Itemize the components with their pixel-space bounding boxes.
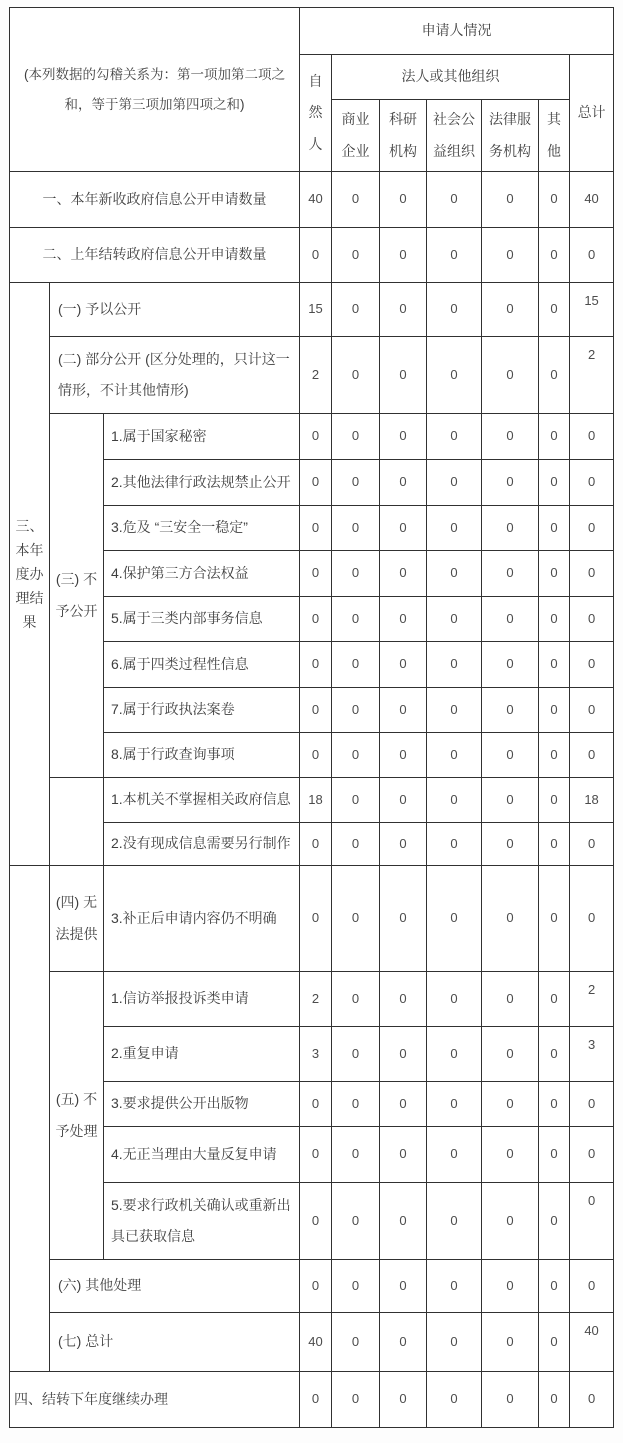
- value-cell: 0: [332, 733, 380, 778]
- natural-person-header-cell: 自然人: [300, 55, 332, 172]
- value-cell: 0: [300, 1260, 332, 1313]
- value-cell: 0: [380, 172, 427, 228]
- value-cell: 0: [427, 506, 482, 551]
- value-cell: 0: [332, 1313, 380, 1372]
- value-cell: 0: [539, 1082, 570, 1127]
- value-cell: 40: [300, 1313, 332, 1372]
- value-cell: 0: [380, 642, 427, 688]
- value-cell: 0: [332, 1183, 380, 1260]
- value-cell: 3: [570, 1027, 614, 1082]
- value-cell: 0: [427, 972, 482, 1027]
- value-cell: 0: [332, 551, 380, 597]
- value-cell: 2: [300, 337, 332, 414]
- row-label-cell: 4.无正当理由大量反复申请: [104, 1127, 300, 1183]
- value-cell: 0: [332, 1127, 380, 1183]
- row-label-cell: 5.属于三类内部事务信息: [104, 597, 300, 642]
- org-col-header-cell: 法律服务机构: [482, 100, 539, 172]
- value-cell: 0: [539, 642, 570, 688]
- value-cell: 0: [482, 688, 539, 733]
- value-cell: 0: [539, 1027, 570, 1082]
- value-cell: 0: [332, 972, 380, 1027]
- value-cell: 0: [570, 414, 614, 460]
- value-cell: 0: [570, 1260, 614, 1313]
- value-cell: 0: [427, 172, 482, 228]
- table-row: [10, 778, 614, 823]
- value-cell: 0: [427, 283, 482, 337]
- value-cell: 0: [380, 1082, 427, 1127]
- value-cell: 0: [482, 172, 539, 228]
- value-cell: 0: [482, 506, 539, 551]
- table-row: [10, 172, 614, 228]
- value-cell: 0: [380, 823, 427, 866]
- value-cell: 0: [570, 551, 614, 597]
- table-row: [10, 228, 614, 283]
- value-cell: 0: [300, 642, 332, 688]
- value-cell: 0: [300, 823, 332, 866]
- value-cell: 0: [427, 688, 482, 733]
- value-cell: 0: [427, 460, 482, 506]
- value-cell: 0: [380, 1313, 427, 1372]
- value-cell: 0: [300, 866, 332, 972]
- value-cell: 18: [570, 778, 614, 823]
- value-cell: 0: [380, 1027, 427, 1082]
- table-row: [10, 337, 614, 414]
- row-label-cell: 四、结转下年度继续办理: [10, 1372, 300, 1428]
- value-cell: 0: [539, 866, 570, 972]
- value-cell: 0: [380, 1260, 427, 1313]
- value-cell: 0: [482, 1260, 539, 1313]
- value-cell: 0: [539, 551, 570, 597]
- org-group-header-cell: 法人或其他组织: [332, 55, 570, 100]
- value-cell: 0: [482, 551, 539, 597]
- value-cell: 0: [427, 778, 482, 823]
- value-cell: 0: [380, 283, 427, 337]
- value-cell: 0: [380, 506, 427, 551]
- value-cell: 0: [539, 283, 570, 337]
- value-cell: 0: [482, 1313, 539, 1372]
- value-cell: 0: [482, 1372, 539, 1428]
- report-table: [9, 7, 614, 1428]
- value-cell: 0: [380, 414, 427, 460]
- value-cell: 0: [427, 228, 482, 283]
- value-cell: 0: [539, 172, 570, 228]
- value-cell: 0: [380, 551, 427, 597]
- header-note-cell: (本列数据的勾稽关系为：第一项加第二项之和，等于第三项加第四项之和): [10, 8, 300, 172]
- value-cell: 0: [482, 823, 539, 866]
- value-cell: 0: [427, 1027, 482, 1082]
- table-row: [10, 866, 614, 972]
- value-cell: 0: [300, 460, 332, 506]
- row-label-cell: 1.本机关不掌握相关政府信息: [104, 778, 300, 823]
- value-cell: 0: [332, 337, 380, 414]
- value-cell: 0: [427, 866, 482, 972]
- value-cell: 0: [482, 228, 539, 283]
- value-cell: 0: [539, 597, 570, 642]
- value-cell: 0: [570, 506, 614, 551]
- value-cell: 0: [539, 688, 570, 733]
- table-row: [10, 414, 614, 460]
- row-label-cell: 3.危及 “三安全一稳定”: [104, 506, 300, 551]
- value-cell: 0: [570, 688, 614, 733]
- value-cell: 0: [539, 1372, 570, 1428]
- value-cell: 0: [380, 972, 427, 1027]
- value-cell: 0: [570, 1082, 614, 1127]
- group-label-cell: (三) 不予公开: [50, 414, 104, 778]
- value-cell: 0: [482, 337, 539, 414]
- value-cell: 0: [427, 414, 482, 460]
- value-cell: 0: [300, 1127, 332, 1183]
- value-cell: 0: [482, 778, 539, 823]
- value-cell: 0: [570, 642, 614, 688]
- row-label-cell: (二) 部分公开 (区分处理的，只计这一情形，不计其他情形): [50, 337, 300, 414]
- value-cell: 0: [380, 688, 427, 733]
- value-cell: 0: [332, 1260, 380, 1313]
- value-cell: 0: [380, 778, 427, 823]
- empty-section-cell: [10, 866, 50, 1372]
- value-cell: 0: [332, 597, 380, 642]
- value-cell: 0: [427, 551, 482, 597]
- row-label-cell: 二、上年结转政府信息公开申请数量: [10, 228, 300, 283]
- value-cell: 0: [332, 688, 380, 733]
- value-cell: 0: [300, 597, 332, 642]
- value-cell: 0: [539, 823, 570, 866]
- value-cell: 0: [427, 597, 482, 642]
- group-label-cell: (四) 无法提供: [50, 866, 104, 972]
- row-label-cell: 1.属于国家秘密: [104, 414, 300, 460]
- row-label-cell: 2.没有现成信息需要另行制作: [104, 823, 300, 866]
- value-cell: 3: [300, 1027, 332, 1082]
- value-cell: 0: [539, 1183, 570, 1260]
- value-cell: 0: [380, 1183, 427, 1260]
- value-cell: 15: [300, 283, 332, 337]
- value-cell: 0: [570, 460, 614, 506]
- value-cell: 0: [482, 460, 539, 506]
- org-col-header-cell: 科研机构: [380, 100, 427, 172]
- value-cell: 0: [332, 228, 380, 283]
- value-cell: 0: [539, 1313, 570, 1372]
- org-col-header-cell: 其他: [539, 100, 570, 172]
- total-header-cell: 总计: [570, 55, 614, 172]
- value-cell: 0: [300, 1082, 332, 1127]
- value-cell: 0: [332, 642, 380, 688]
- row-label-cell: 4.保护第三方合法权益: [104, 551, 300, 597]
- table-row: [10, 1372, 614, 1428]
- value-cell: 0: [539, 972, 570, 1027]
- value-cell: 0: [380, 733, 427, 778]
- value-cell: 0: [539, 1260, 570, 1313]
- value-cell: 0: [482, 283, 539, 337]
- row-label-cell: 3.补正后申请内容仍不明确: [104, 866, 300, 972]
- page: [0, 7, 623, 1443]
- value-cell: 0: [427, 1372, 482, 1428]
- org-col-header-cell: 商业企业: [332, 100, 380, 172]
- value-cell: 0: [300, 688, 332, 733]
- value-cell: 0: [482, 1082, 539, 1127]
- value-cell: 0: [332, 506, 380, 551]
- value-cell: 0: [300, 1372, 332, 1428]
- row-label-cell: 2.其他法律行政法规禁止公开: [104, 460, 300, 506]
- value-cell: 0: [332, 460, 380, 506]
- value-cell: 0: [427, 337, 482, 414]
- row-label-cell: 6.属于四类过程性信息: [104, 642, 300, 688]
- table-row: [10, 972, 614, 1027]
- value-cell: 0: [539, 414, 570, 460]
- value-cell: 0: [332, 283, 380, 337]
- value-cell: 0: [482, 1183, 539, 1260]
- row-label-cell: 2.重复申请: [104, 1027, 300, 1082]
- value-cell: 0: [570, 733, 614, 778]
- table-row: [10, 283, 614, 337]
- value-cell: 0: [300, 506, 332, 551]
- empty-cell: [50, 778, 104, 866]
- value-cell: 0: [539, 778, 570, 823]
- value-cell: 0: [380, 866, 427, 972]
- row-label-cell: 5.要求行政机关确认或重新出具已获取信息: [104, 1183, 300, 1260]
- value-cell: 0: [332, 172, 380, 228]
- value-cell: 40: [300, 172, 332, 228]
- row-label-cell: 7.属于行政执法案卷: [104, 688, 300, 733]
- value-cell: 0: [570, 1183, 614, 1260]
- value-cell: 0: [570, 823, 614, 866]
- value-cell: 0: [570, 1372, 614, 1428]
- table-row: [10, 1313, 614, 1372]
- value-cell: 0: [539, 1127, 570, 1183]
- value-cell: 0: [570, 228, 614, 283]
- value-cell: 0: [300, 228, 332, 283]
- value-cell: 40: [570, 172, 614, 228]
- value-cell: 0: [300, 1183, 332, 1260]
- value-cell: 0: [539, 460, 570, 506]
- value-cell: 0: [427, 1313, 482, 1372]
- value-cell: 0: [380, 460, 427, 506]
- value-cell: 0: [427, 1082, 482, 1127]
- value-cell: 0: [482, 642, 539, 688]
- value-cell: 0: [332, 1027, 380, 1082]
- value-cell: 0: [482, 866, 539, 972]
- row-label-cell: (六) 其他处理: [50, 1260, 300, 1313]
- value-cell: 0: [332, 778, 380, 823]
- section-label-cell: 三、本年度办理结果: [10, 283, 50, 866]
- value-cell: 0: [427, 733, 482, 778]
- value-cell: 40: [570, 1313, 614, 1372]
- value-cell: 15: [570, 283, 614, 337]
- value-cell: 0: [332, 414, 380, 460]
- value-cell: 0: [482, 1127, 539, 1183]
- value-cell: 0: [539, 337, 570, 414]
- value-cell: 0: [300, 414, 332, 460]
- value-cell: 0: [380, 228, 427, 283]
- value-cell: 0: [427, 1127, 482, 1183]
- value-cell: 0: [539, 228, 570, 283]
- value-cell: 0: [332, 1372, 380, 1428]
- value-cell: 18: [300, 778, 332, 823]
- table-row: [10, 1260, 614, 1313]
- value-cell: 0: [427, 823, 482, 866]
- value-cell: 0: [332, 866, 380, 972]
- row-label-cell: (七) 总计: [50, 1313, 300, 1372]
- value-cell: 0: [539, 506, 570, 551]
- org-col-header-cell: 社会公益组织: [427, 100, 482, 172]
- value-cell: 0: [380, 1372, 427, 1428]
- value-cell: 0: [570, 597, 614, 642]
- value-cell: 0: [482, 733, 539, 778]
- value-cell: 0: [332, 823, 380, 866]
- value-cell: 0: [427, 642, 482, 688]
- value-cell: 0: [482, 972, 539, 1027]
- value-cell: 0: [380, 597, 427, 642]
- value-cell: 0: [380, 1127, 427, 1183]
- value-cell: 0: [570, 866, 614, 972]
- group-label-cell: (五) 不予处理: [50, 972, 104, 1260]
- applicant-header-cell: 申请人情况: [300, 8, 614, 55]
- value-cell: 2: [570, 972, 614, 1027]
- value-cell: 0: [482, 1027, 539, 1082]
- value-cell: 0: [482, 414, 539, 460]
- value-cell: 0: [300, 733, 332, 778]
- value-cell: 0: [300, 551, 332, 597]
- row-label-cell: 1.信访举报投诉类申请: [104, 972, 300, 1027]
- row-label-cell: (一) 予以公开: [50, 283, 300, 337]
- value-cell: 2: [300, 972, 332, 1027]
- value-cell: 0: [427, 1260, 482, 1313]
- value-cell: 0: [332, 1082, 380, 1127]
- value-cell: 2: [570, 337, 614, 414]
- value-cell: 0: [427, 1183, 482, 1260]
- table-row: [10, 8, 614, 55]
- value-cell: 0: [570, 1127, 614, 1183]
- row-label-cell: 8.属于行政查询事项: [104, 733, 300, 778]
- value-cell: 0: [380, 337, 427, 414]
- row-label-cell: 一、本年新收政府信息公开申请数量: [10, 172, 300, 228]
- row-label-cell: 3.要求提供公开出版物: [104, 1082, 300, 1127]
- value-cell: 0: [482, 597, 539, 642]
- value-cell: 0: [539, 733, 570, 778]
